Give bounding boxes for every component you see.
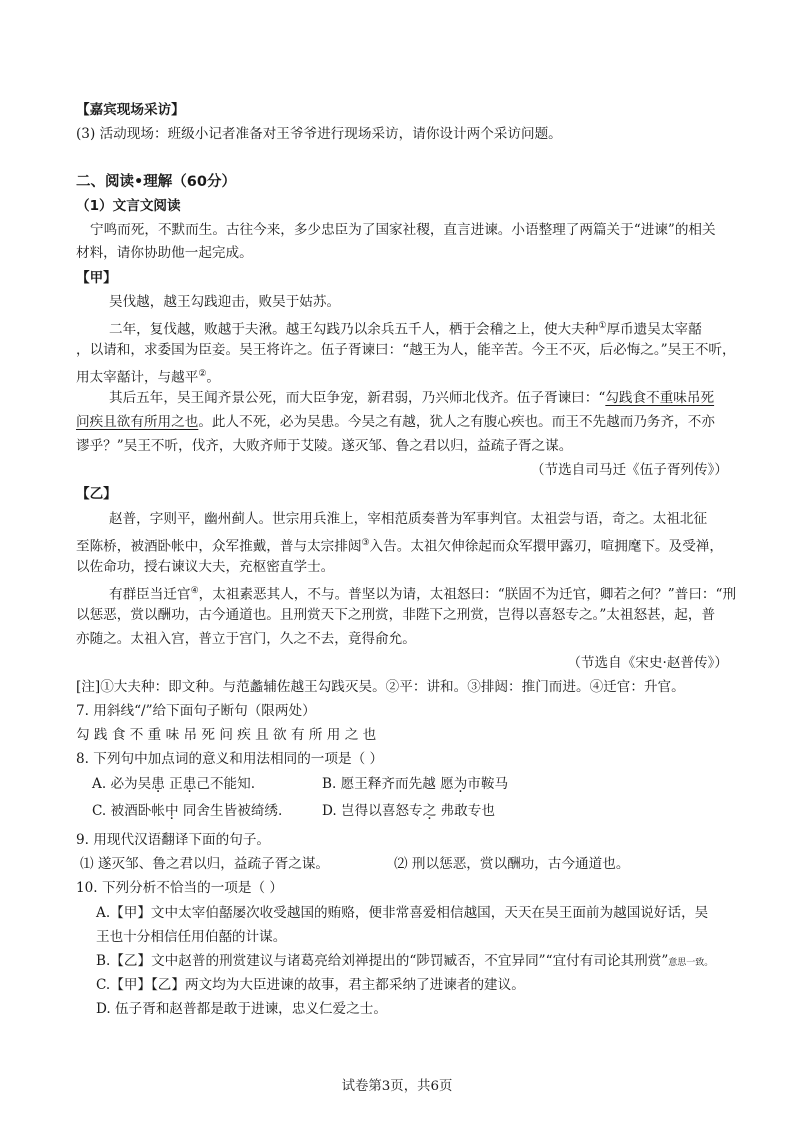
- jia-para-3-line-3: 谬乎？”吴王不听，伐齐，大败齐师于艾陵。遂灭邹、鲁之君以归，益疏子胥之谋。: [76, 438, 573, 454]
- passage-yi-label: 【乙】: [76, 486, 117, 502]
- underlined-sentence: 问疾且欲有所用之也: [76, 414, 199, 430]
- interview-header: 【嘉宾现场采访】: [76, 102, 185, 118]
- intro-line-1: 宁鸣而死，不默而生。古往今来，多少忠臣为了国家社稷，直言进谏。小语整理了两篇关于“进谏”的相关: [90, 222, 716, 238]
- jia-para-3-line-1: 其后五年，吴王闻齐景公死，而大臣争宠，新君弱，乃兴师北伐齐。伍子胥谏曰：“勾践食不重味吊死: [109, 390, 715, 406]
- footnote-ref: ②: [198, 369, 207, 379]
- q7-sentence: 勾 践 食 不 重 味 吊 死 问 疾 且 欲 有 所 用 之 也: [76, 727, 377, 743]
- question-8: 8. 下列句中加点词的意义和用法相同的一项是（ ）: [76, 751, 384, 767]
- underlined-sentence: 勾践食不重味吊死: [605, 390, 715, 406]
- jia-para-3-line-2: 问疾且欲有所用之也。此人不死，必为吴患。今吴之有越，犹人之有腹心疾也。而王不先越而乃务齐，不亦: [76, 414, 715, 430]
- footnote-ref: ④: [190, 586, 199, 596]
- q10-option-a-line-1: A.【甲】文中太宰伯嚭屡次收受越国的贿赂，便非常喜爱相信越国，天天在吴王面前为越国说好话，吴: [96, 905, 709, 921]
- page-footer: 试卷第3页，共6页: [341, 1079, 453, 1094]
- q10-option-d: D. 伍子胥和赵普都是敢于进谏，忠义仁爱之士。: [96, 1001, 387, 1017]
- yi-para-1-line-3: 以佐命功，授右谏议大夫，充枢密直学士。: [76, 559, 335, 575]
- section-title: 二、阅读•理解（60分）: [76, 174, 236, 190]
- question-7: 7. 用斜线“/”给下面句子断句（限两处）: [76, 703, 316, 719]
- intro-line-2: 材料，请你协助他一起完成。: [76, 245, 253, 261]
- q9-sentence-2: ⑵ 刑以惩恶，赏以酬功，古今通道也。: [394, 856, 630, 872]
- question-10: 10. 下列分析不恰当的一项是（ ）: [76, 880, 283, 896]
- yi-source: （节选自《宋史·赵普传》）: [567, 655, 728, 671]
- passage-jia-label: 【甲】: [76, 270, 117, 286]
- yi-para-1-line-1: 赵普，字则平，幽州蓟人。世宗用兵淮上，宰相范质奏普为军事判官。太祖尝与语，奇之。太祖北征: [109, 511, 708, 527]
- q8-option-d: D. 岂得以喜怒专之 弗敢专也: [322, 803, 495, 819]
- q8-option-b: B. 愿王释齐而先越 愿为市鞍马: [322, 776, 509, 792]
- q8-option-a: A. 必为吴患 正患己不能知.: [92, 776, 256, 792]
- yi-para-2-line-2: 以惩恶，赏以酬功，古今通道也。且刑赏天下之刑赏，非陛下之刑赏，岂得以喜怒专之。”太祖怒甚，起，普: [76, 607, 716, 623]
- footnote-ref: ①: [598, 321, 607, 331]
- q9-sentence-1: ⑴ 遂灭邹、鲁之君以归，益疏子胥之谋。: [80, 856, 330, 872]
- jia-source: （节选自司马迁《伍子胥列传》）: [530, 462, 728, 478]
- yi-para-2-line-3: 亦随之。太祖入宫，普立于宫门，久之不去，竟得俞允。: [76, 631, 416, 647]
- question-9: 9. 用现代汉语翻译下面的句子。: [76, 832, 271, 848]
- question-3: (3) 活动现场：班级小记者准备对王爷爷进行现场采访，请你设计两个采访问题。: [76, 126, 562, 142]
- q10-option-b: B.【乙】文中赵普的刑赏建议与诸葛亮给刘禅提出的“陟罚臧否，不宜异同”“宜付有司论其刑赏”意思一致。: [96, 953, 714, 969]
- subsection-title: （1）文言文阅读: [76, 198, 181, 214]
- jia-para-2-line-2: ，以请和，求委国为臣妾。吴王将许之。伍子胥谏曰：“越王为人，能辛苦。今王不灭，后必悔之。”吴王不听，: [76, 342, 736, 358]
- jia-para-2-line-3: 用太宰嚭计，与越平②。: [76, 369, 221, 386]
- jia-para-1: 吴伐越，越王勾践迎击，败吴于姑苏。: [109, 294, 341, 310]
- yi-para-1-line-2: 至陈桥，被酒卧帐中，众军推戴，普与太宗排闼③入告。太祖欠伸徐起而众军擐甲露刃，喧拥麾下。及受禅，: [76, 538, 723, 555]
- q10-option-a-line-2: 王也十分相信任用伯嚭的计谋。: [96, 929, 287, 945]
- yi-para-2-line-1: 有群臣当迁官④，太祖素恶其人，不与。普坚以为请，太祖怒曰：“朕固不为迁官，卿若之何？”普曰：“刑: [109, 586, 737, 603]
- jia-para-2-line-1: 二年，复伐越，败越于夫湫。越王勾践乃以余兵五千人，栖于会稽之上，使大夫种①厚币遗吴太宰嚭: [109, 321, 702, 338]
- footnote-ref: ③: [361, 538, 370, 548]
- q8-option-c: C. 被酒卧帐中 同舍生皆被绮绣.: [92, 803, 283, 819]
- annotation-notes: [注]①大夫种：即文种。与范蠡辅佐越王勾践灭吴。②平：讲和。③排闼：推门而进。④迁官：升官。: [76, 679, 685, 695]
- q10-option-c: C.【甲】【乙】两文均为大臣进谏的故事，君主都采纳了进谏者的建议。: [96, 977, 525, 993]
